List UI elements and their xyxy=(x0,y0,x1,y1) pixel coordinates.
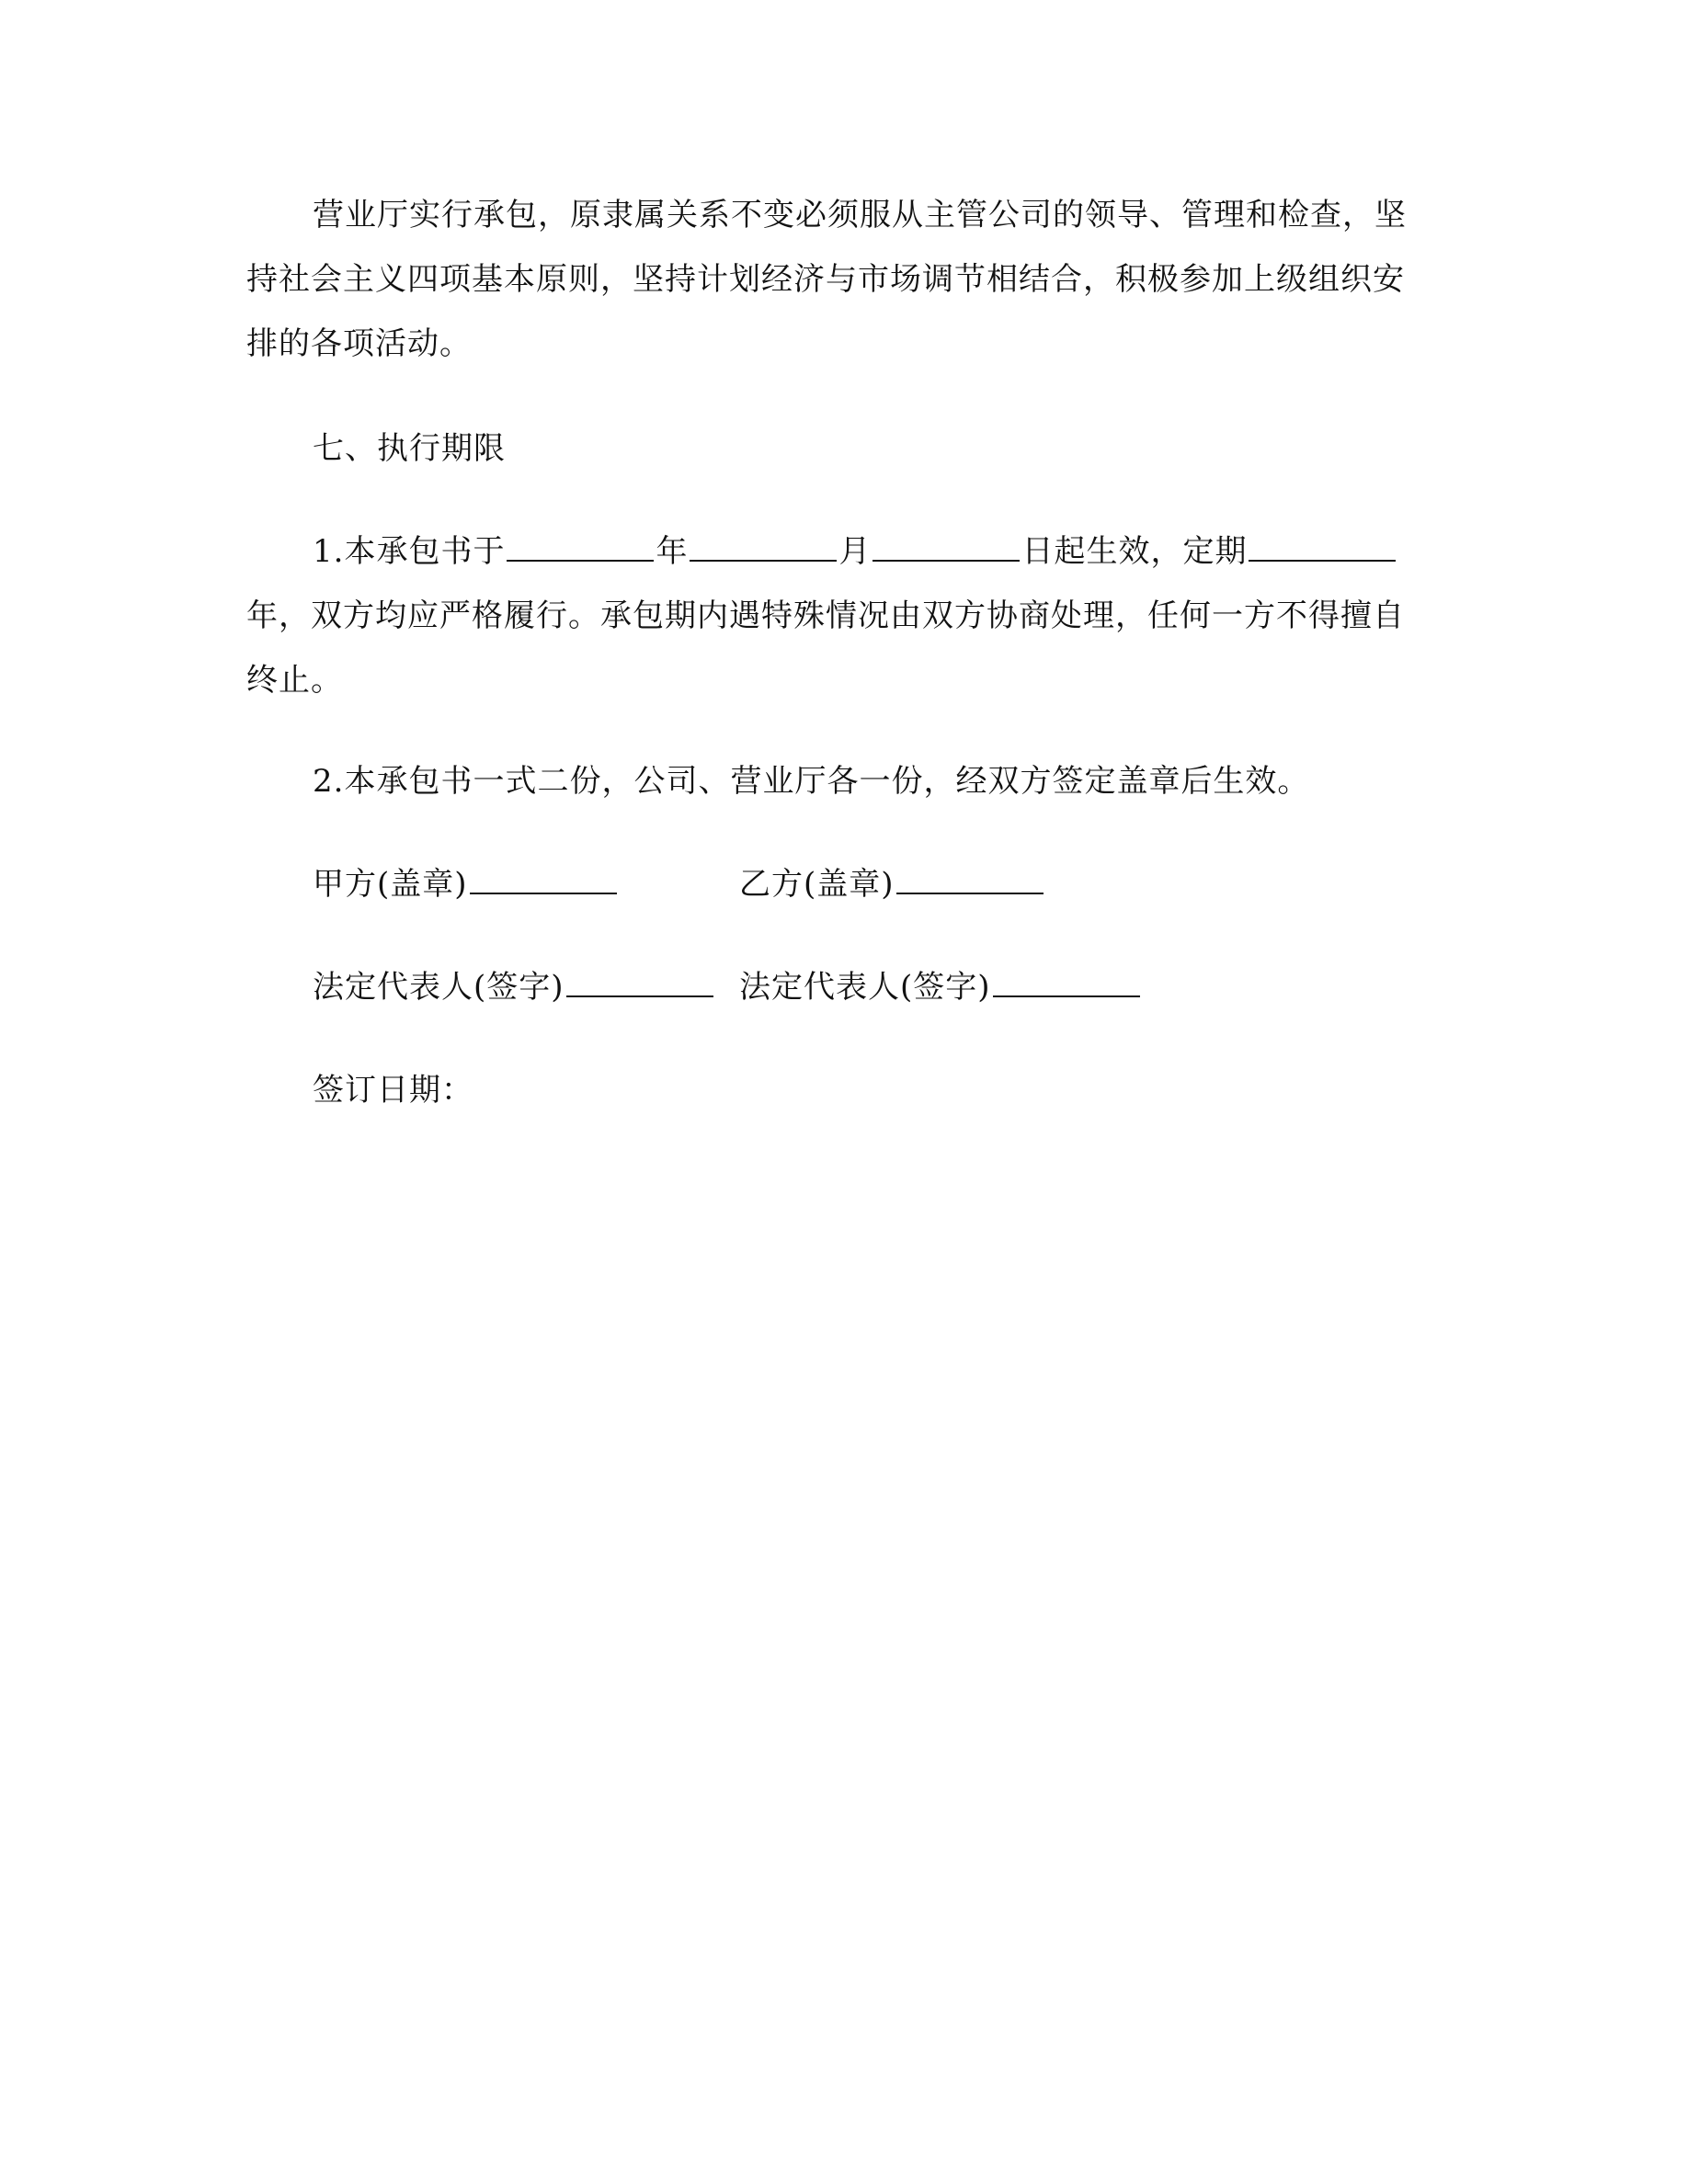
party-a-rep-label: 法定代表人(签字) xyxy=(313,969,565,1006)
clause-2: 2.本承包书一式二份，公司、营业厅各一份，经双方签定盖章后生效。 xyxy=(313,763,1310,800)
party-b-rep-label: 法定代表人(签字) xyxy=(739,969,991,1006)
party-b-seal-blank[interactable] xyxy=(896,865,1044,894)
party-b-seal-row xyxy=(739,864,1045,904)
intro-line-1: 营业厅实行承包，原隶属关系不变必须服从主管公司的领导、管理和检查，坚 xyxy=(313,197,1407,233)
intro-line-2: 持社会主义四项基本原则，坚持计划经济与市场调节相结合，积极参加上级组织安 xyxy=(246,261,1405,298)
month-blank[interactable] xyxy=(690,532,837,562)
year-label: 年 xyxy=(656,533,689,570)
party-a-seal-label: 甲方(盖章) xyxy=(313,866,468,903)
year-blank[interactable] xyxy=(507,532,654,562)
party-b-seal-label: 乙方(盖章) xyxy=(739,866,895,903)
party-a-seal-row xyxy=(313,864,619,904)
term-blank[interactable] xyxy=(1249,532,1396,562)
day-effective-label: 日起生效，定期 xyxy=(1021,533,1248,570)
section-heading: 七、执行期限 xyxy=(313,430,506,467)
intro-line-3: 排的各项活动。 xyxy=(246,325,472,362)
month-label: 月 xyxy=(838,533,872,570)
signing-date-label: 签订日期： xyxy=(313,1072,473,1109)
party-b-rep-blank[interactable] xyxy=(993,968,1140,997)
party-a-seal-blank[interactable] xyxy=(470,865,617,894)
party-a-rep-row xyxy=(313,967,715,1007)
party-b-rep-row xyxy=(739,967,1142,1007)
clause-1-line-1 xyxy=(313,531,1397,572)
party-a-rep-blank[interactable] xyxy=(566,968,713,997)
clause-1-line-3: 终止。 xyxy=(246,662,343,699)
clause-1-line-2: 年，双方均应严格履行。承包期内遇特殊情况由双方协商处理，任何一方不得擅自 xyxy=(246,597,1405,634)
clause-1-prefix: 1.本承包书于 xyxy=(313,533,506,570)
day-blank[interactable] xyxy=(873,532,1020,562)
